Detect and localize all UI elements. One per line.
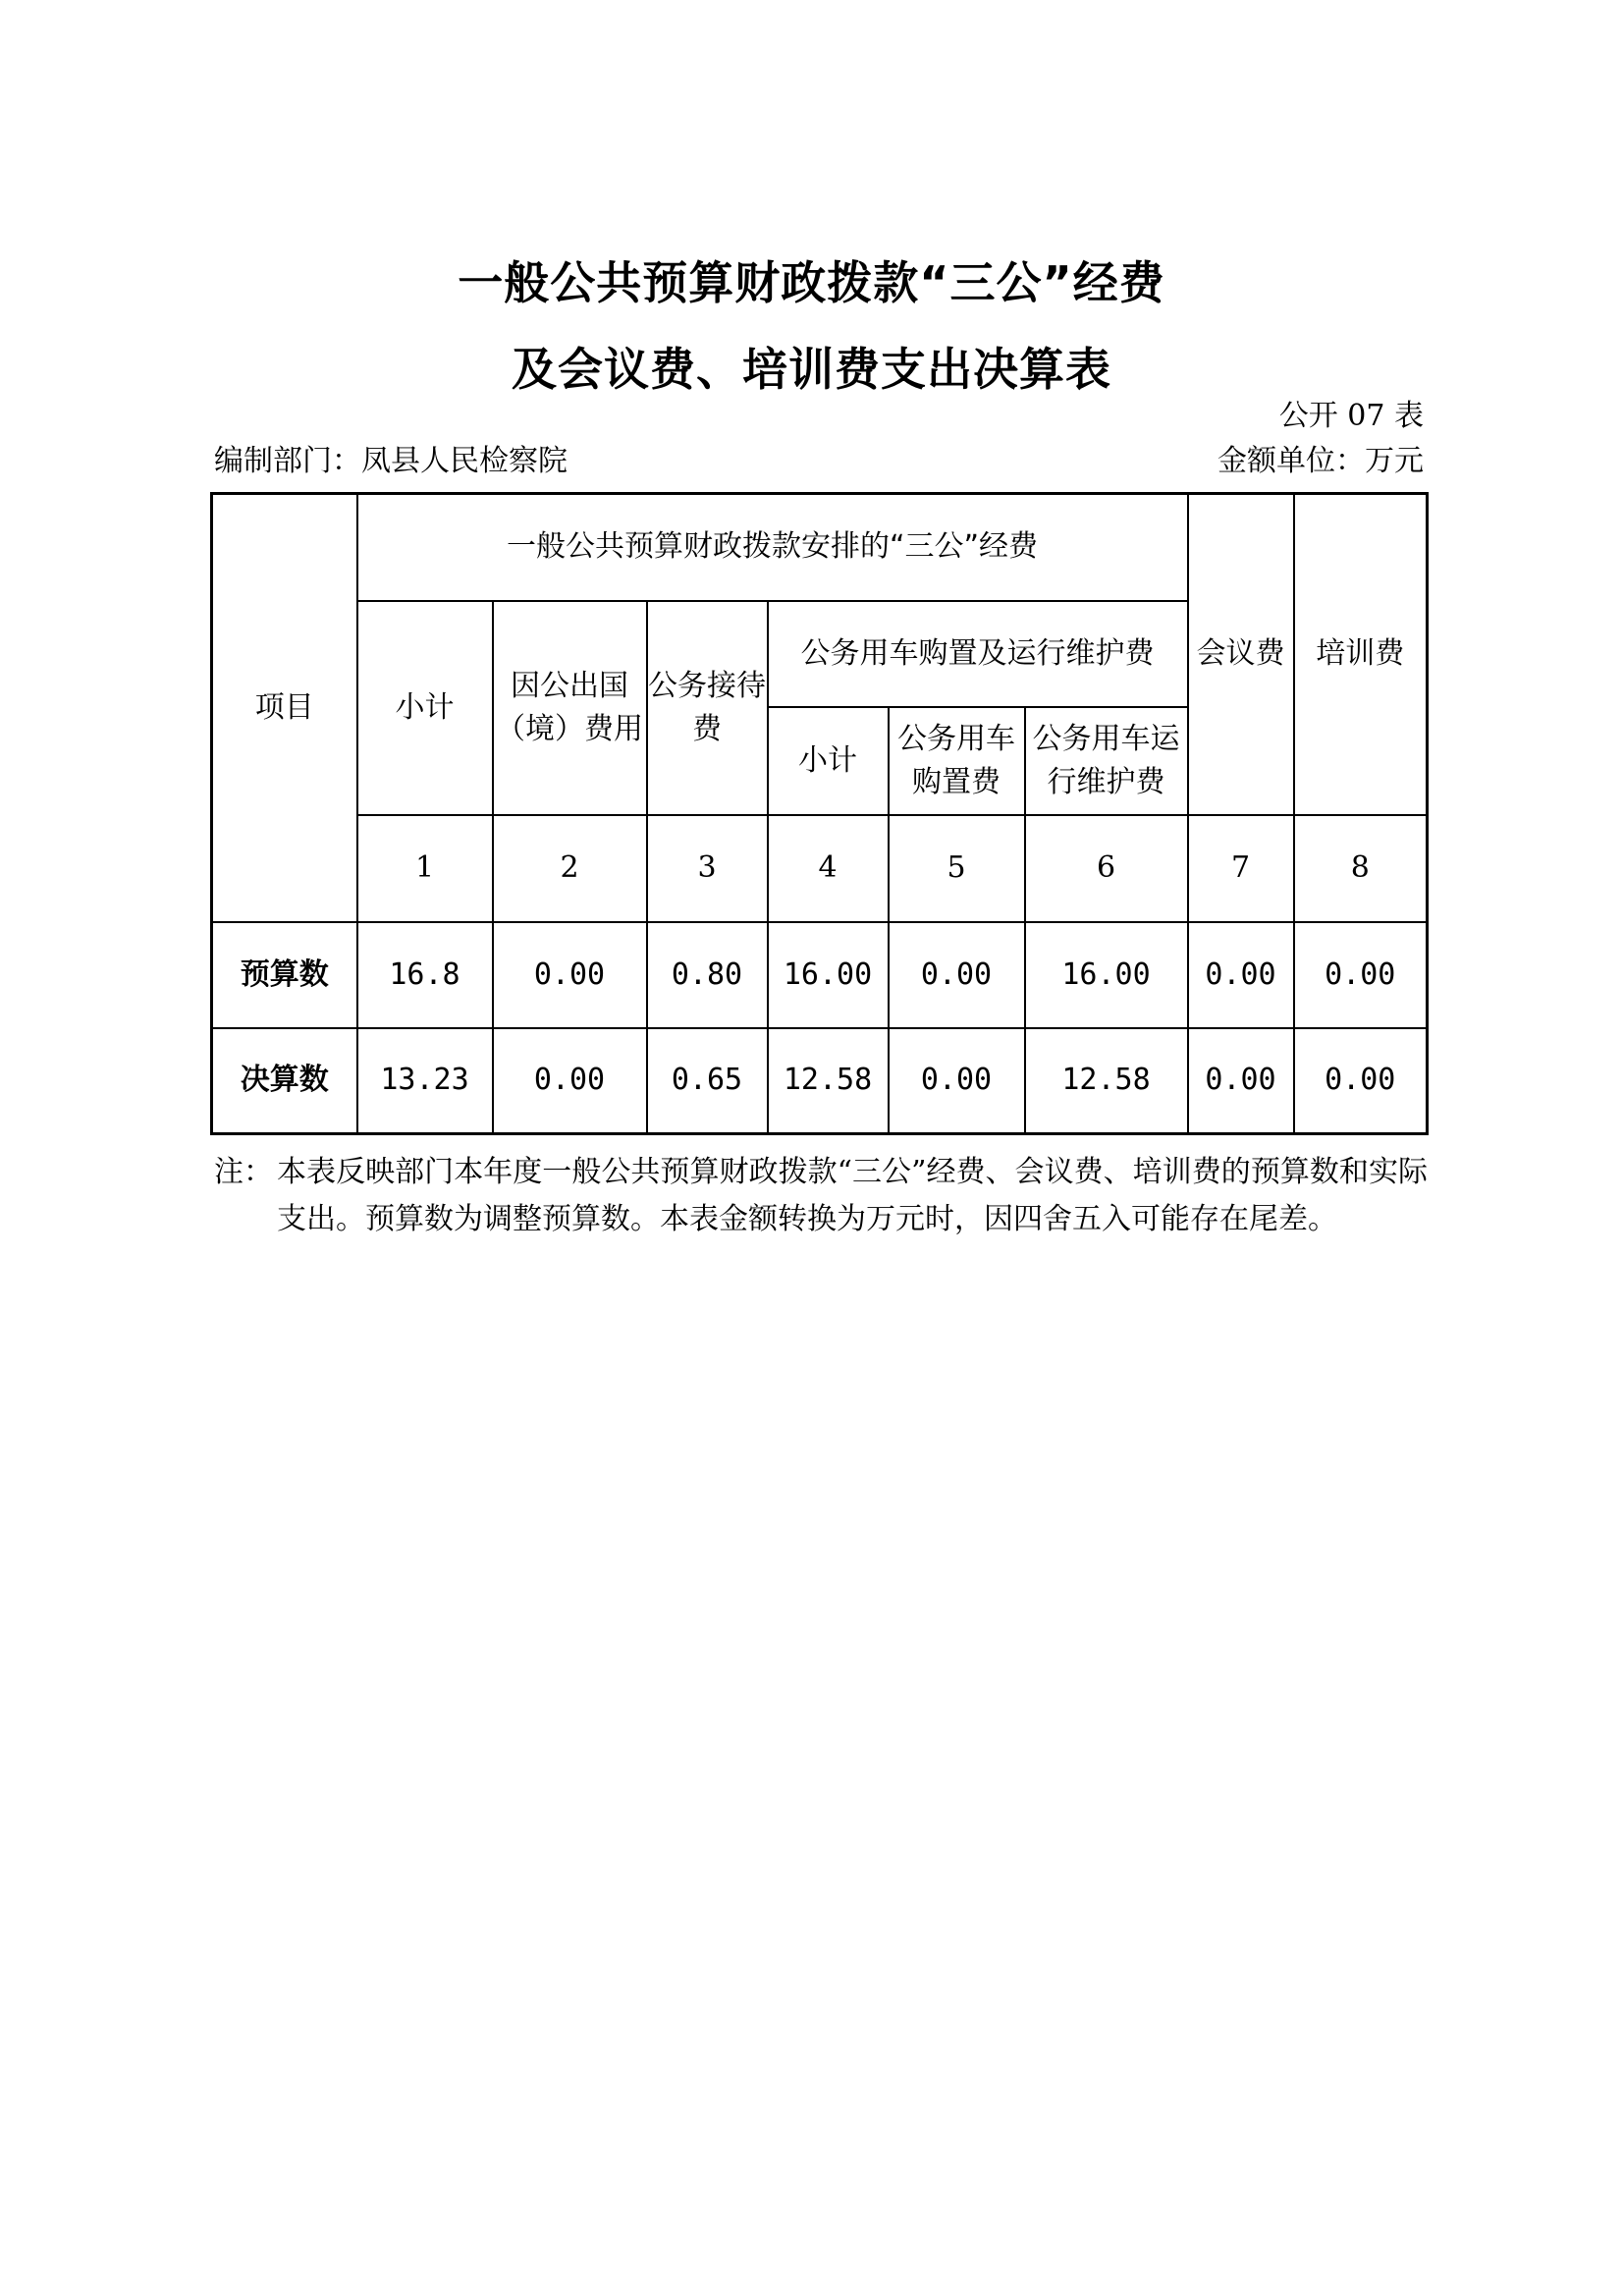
budget-value-vehicle-subtotal: 16.00 <box>768 922 889 1028</box>
index-cell: 8 <box>1294 815 1428 922</box>
footnote-label: 注： <box>214 1155 273 1189</box>
budget-value-meeting: 0.00 <box>1188 922 1294 1028</box>
header-reception: 公务接待费 <box>647 601 768 815</box>
index-cell: 1 <box>357 815 493 922</box>
header-meeting: 会议费 <box>1188 494 1294 815</box>
index-cell: 6 <box>1025 815 1188 922</box>
budget-value-reception: 0.80 <box>647 922 768 1028</box>
header-vehicle-group: 公务用车购置及运行维护费 <box>768 601 1188 707</box>
expenditure-table <box>210 492 1429 1135</box>
header-vehicle-operation: 公务用车运行维护费 <box>1025 707 1188 815</box>
budget-value-vehicle-purchase: 0.00 <box>889 922 1025 1028</box>
expenditure-table-wrapper <box>210 492 1426 1135</box>
row-label-budget: 预算数 <box>212 922 357 1028</box>
header-subtotal: 小计 <box>357 601 493 815</box>
budget-value-subtotal: 16.8 <box>357 922 493 1028</box>
footnote-text: 本表反映部门本年度一般公共预算财政拨款“三公”经费、会议费、培训费的预算数和实际支出。预算数为调整预算数。本表金额转换为万元时，因四舍五入可能存在尾差。 <box>277 1155 1428 1236</box>
header-vehicle-purchase: 公务用车购置费 <box>889 707 1025 815</box>
report-title-line-2: 及会议费、培训费支出决算表 <box>512 343 1111 396</box>
budget-value-training: 0.00 <box>1294 922 1428 1028</box>
table-row-budget <box>212 922 1428 1028</box>
header-abroad: 因公出国（境）费用 <box>493 601 647 815</box>
final-value-subtotal: 13.23 <box>357 1028 493 1134</box>
form-number: 公开 07 表 <box>1278 399 1424 433</box>
index-cell: 7 <box>1188 815 1294 922</box>
final-value-vehicle-operation: 12.58 <box>1025 1028 1188 1134</box>
final-value-vehicle-purchase: 0.00 <box>889 1028 1025 1134</box>
final-value-vehicle-subtotal: 12.58 <box>768 1028 889 1134</box>
final-value-abroad: 0.00 <box>493 1028 647 1134</box>
header-vehicle-subtotal: 小计 <box>768 707 889 815</box>
table-row-final <box>212 1028 1428 1134</box>
index-cell: 4 <box>768 815 889 922</box>
department-label: 编制部门：凤县人民检察院 <box>214 444 568 478</box>
final-value-reception: 0.65 <box>647 1028 768 1134</box>
budget-value-abroad: 0.00 <box>493 922 647 1028</box>
index-cell: 2 <box>493 815 647 922</box>
index-cell: 3 <box>647 815 768 922</box>
header-training: 培训费 <box>1294 494 1428 815</box>
index-cell: 5 <box>889 815 1025 922</box>
final-value-meeting: 0.00 <box>1188 1028 1294 1134</box>
report-title-line-1: 一般公共预算财政拨款“三公”经费 <box>458 256 1165 309</box>
footnote <box>214 1149 1428 1243</box>
row-label-final: 决算数 <box>212 1028 357 1134</box>
amount-unit-label: 金额单位：万元 <box>1217 444 1424 478</box>
header-three-public-group: 一般公共预算财政拨款安排的“三公”经费 <box>357 494 1188 601</box>
budget-value-vehicle-operation: 16.00 <box>1025 922 1188 1028</box>
header-item: 项目 <box>212 494 357 922</box>
final-value-training: 0.00 <box>1294 1028 1428 1134</box>
